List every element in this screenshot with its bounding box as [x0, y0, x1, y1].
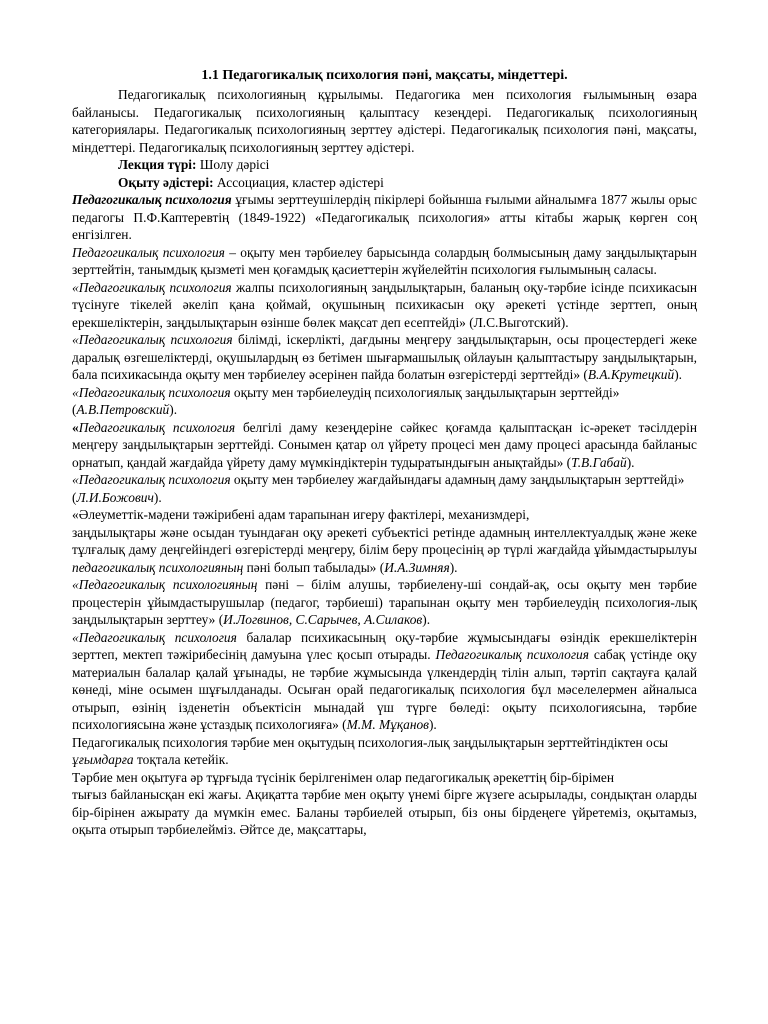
paragraph — [72, 471, 697, 506]
paragraph-text: жалпы психологияның заңдылықтарын, баланың оқу-тәрбие ісінде психикасын түсінуге тікелей әкеліп қана қоймай, оқушының психикасын оқу әрекеті үстінде зерттеп, оның ерекшеліктерін, заңдылықтарын өзінше бөлек мақсат деп есептейді» (Л.С.Выготский). — [72, 279, 697, 330]
term: педагогикалық психологияның — [72, 559, 244, 575]
term: Педагогикалық психология — [72, 244, 225, 260]
term: «Педагогикалық психология — [72, 332, 233, 347]
paragraph-text: ұғымы зерттеушілердің пікірлері бойынша ғылыми айналымға 1877 жылы орыс педагогы П.Ф.Каптеревтің (1849-1922) «Педагогикалық психология» атты кітабы жарық көрген соң енгізілген. — [72, 192, 697, 242]
term: «Педагогикалық психология — [72, 629, 237, 645]
paragraph-text: Педагогикалық психология тәрбие мен оқытудың психология-лық заңдылықтарын зерттейтіндіктен осы — [72, 734, 669, 750]
teaching-methods-line — [72, 174, 697, 192]
document-body — [72, 67, 697, 839]
intro-paragraph: Педагогикалық психологияның құрылымы. Педагогика мен психология ғылымының өзара байланысы. Педагогикалық психологияның қалыптасу кезеңдері. Педагогикалық психологияның категориялары. Педагогикалық психологияның зерттеу әдістері. Педагогикалық психология пәні, мақсаты, міндеттері. Педагогикалық психологияның зерттеу әдістері. — [72, 87, 697, 155]
lecture-type-line — [72, 156, 697, 174]
paragraph — [72, 331, 697, 384]
author: И.А.Зимняя — [384, 559, 450, 575]
paragraph-text: ). — [422, 612, 431, 627]
term: Педагогикалық психология — [435, 647, 589, 662]
lecture-type-value: Шолу дәрісі — [196, 157, 270, 172]
paragraph — [72, 734, 697, 769]
paragraph: Тәрбие мен оқытуға әр тұрғыда түсінік берілгенімен олар педагогикалық әрекеттің бір-бірімен — [72, 769, 615, 785]
paragraph-text: ). — [674, 367, 683, 382]
teaching-methods-label: Оқыту әдістері: — [118, 174, 214, 190]
paragraph-text: ). — [449, 559, 458, 575]
paragraph-text: заңдылықтары және осыдан туындаған оқу әрекеті субъектісі ретінде адамның интеллектуалдық және жеке тұлғалық даму деңгейіндегі өзгерістерді меңгеру, білім беру процесінің әр түрлі жағдайда ұйымдастырылуы — [72, 524, 697, 557]
page-title: 1.1 Педагогикалық психология пәні, мақсаты, міндеттері. — [201, 68, 568, 83]
term: «Педагогикалық психология — [72, 279, 232, 295]
paragraph — [72, 384, 697, 419]
paragraph-text: – оқыту мен тәрбиелеу барысында солардың болмысының даму заңдылықтарын зерттейтін, танымдық қызметі мен қоғамдық қасиеттерін жүйелейтін психология ғылымының саласы. — [72, 244, 697, 277]
paragraph — [72, 279, 697, 332]
paragraph-text: білімді, іскерлікті, дағдыны меңгеру заңдылықтарын, осы процестердегі жеке даралық өзгешеліктерді, оқушылардың өз бетімен шығармашылық ойлауын қалыптастыру заңдылықтарын, бала психикасында оқыту мен тәрбиелеу әсерінен пайда болатын өзгерістерді зерттейді» ( — [72, 332, 698, 382]
paragraph-text: пәні – білім алушы, тәрбиелену-ші сондай-ақ, осы оқыту мен тәрбие процестерін ұйымдастырушылар (педагог, тәрбиеші) тарапынан оқыту мен тәрбиелеудің психология-лық заңдылықтарын зерттеу» ( — [72, 577, 697, 627]
term: Педагогикалық психология — [78, 419, 236, 435]
paragraph-text: ). — [428, 717, 437, 732]
quote-mark: « — [72, 419, 79, 435]
paragraph-text: тоқтала кетейік. — [133, 752, 229, 767]
paragraph: тығыз байланысқан екі жағы. Ақиқатта тәрбие мен оқыту үнемі бірге жүзеге асырылады, сондықтан оларды бір-бірінен ажырату да мүмкін емес. Баланы тәрбиелей отырып, біз оны бірдеңеге үйретеміз, оқытамыз, оқыта отырып тәрбиелейміз. Әйтсе де, мақсаттары, — [72, 787, 697, 837]
paragraph — [72, 576, 697, 629]
author: Л.И.Божович — [76, 489, 154, 505]
paragraph-text: ). — [153, 489, 162, 505]
term: «Педагогикалық психология — [72, 384, 231, 400]
term: «Педагогикалық психология — [72, 472, 231, 487]
paragraph-text: оқыту мен тәрбиелеудің психологиялық заңдылықтарын зерттейді» ( — [72, 384, 620, 417]
paragraph-text: балалар психикасының оқу-тәрбие жұмысындағы өзіндік ерекшеліктерін зерттеп, мектеп тәжірибесінің дамуына үлес қосып отырады. — [72, 629, 698, 662]
author: А.В.Петровский — [76, 402, 170, 417]
author: И.Логвинов, С.Сарычев, А.Силаков — [223, 612, 423, 627]
paragraph-text: ). — [169, 402, 178, 417]
paragraph-text: оқыту мен тәрбиелеу жағдайындағы адамның даму заңдылықтарын зерттейді» ( — [72, 472, 685, 505]
paragraph — [72, 419, 697, 472]
term: ұғымдарға — [72, 752, 134, 767]
paragraph-text: белгілі даму кезеңдеріне сәйкес қоғамда қалыптасқан іс-әрекет тәсілдерін меңгеру заңдылықтарын зерттейді. Сонымен қатар ол үйрету процесі мен даму процесі арасында байланыс орнатып, қандай жағдайда үйрету даму мүмкіндіктерін тудыратындығын анықтайды» ( — [72, 419, 698, 470]
paragraph — [72, 244, 697, 279]
lecture-type-label: Лекция түрі: — [118, 157, 197, 172]
paragraph — [72, 524, 697, 577]
paragraph-line: «Әлеуметтік-мәдени тәжірибені адам тарапынан игеру фактілері, механизмдері, — [72, 507, 530, 522]
term: «Педагогикалық психологияның — [72, 577, 258, 592]
term: Педагогикалық психология — [72, 192, 232, 207]
author: Т.В.Габай — [571, 454, 627, 470]
author: М.М. Мұқанов — [346, 717, 429, 732]
teaching-methods-value: Ассоциация, кластер әдістері — [213, 174, 384, 190]
paragraph — [72, 629, 697, 734]
paragraph — [72, 191, 697, 244]
paragraph-text: сабақ үстінде оқу материалын балалар қалай ұғынады, не тәрбие жұмысында үлкендердің тілін алып, тәртіп сақтауға қалай көнеді, міне осымен шұғылданады. Осыған орай педагогикалық психология бұл мәселелермен айналыса отырып, өзінің ізденетін объектісін мынадай үш түрге бөледі: оқыту психологиясына, тәрбие психологиясына және ұстаздық психологияға» ( — [72, 647, 697, 732]
paragraph-text: пәні болып табылады» ( — [243, 559, 385, 575]
author: В.А.Крутецкий — [587, 367, 675, 382]
paragraph-text: ). — [626, 454, 635, 470]
